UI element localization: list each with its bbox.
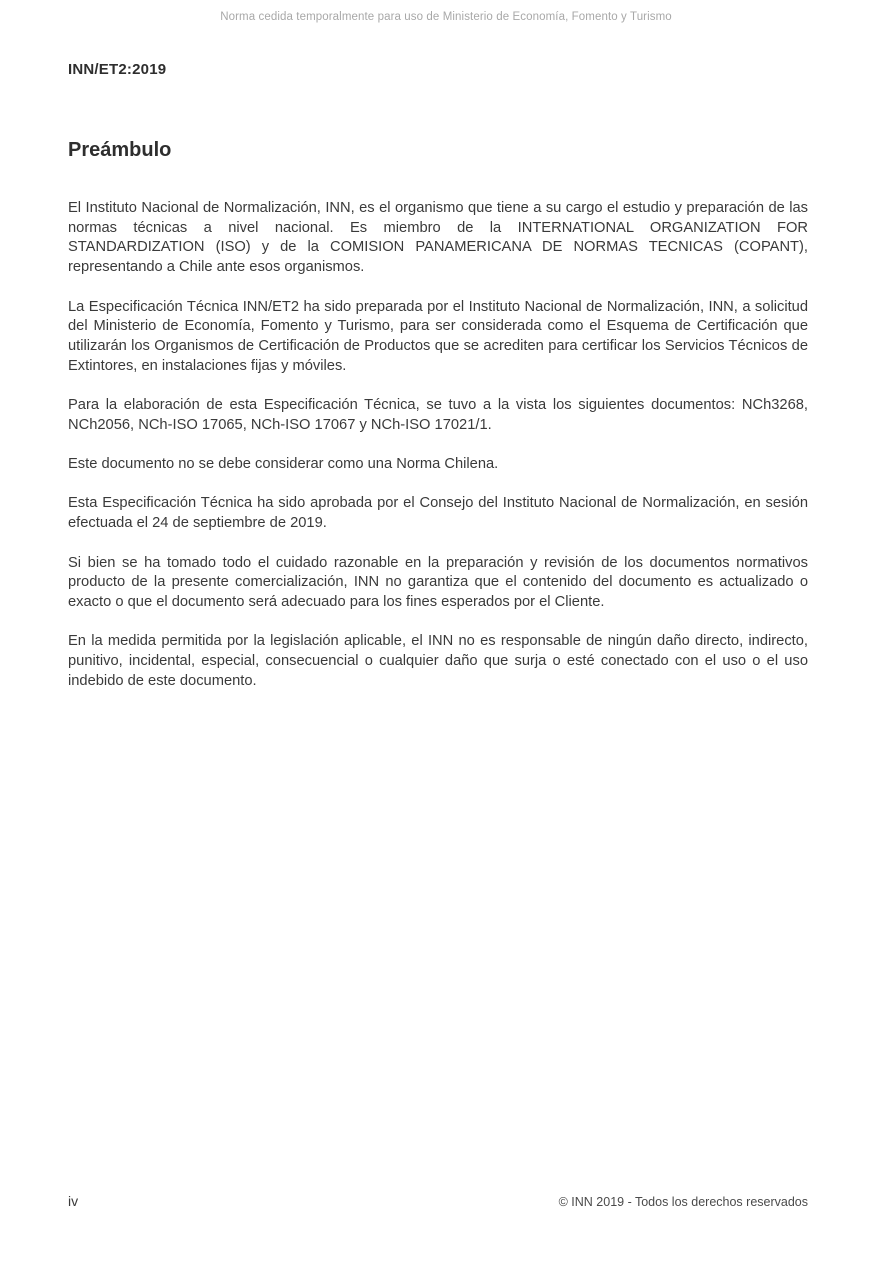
paragraph-1: El Instituto Nacional de Normalización, INN, es el organismo que tiene a su cargo el estudio y preparación de las normas técnicas a nivel nacional. Es miembro de la INTERNATIONAL ORGANIZATION FOR STANDARDIZATION (ISO) y de la COMISION PANAMERICANA DE NORMAS TECNICAS (COPANT), representando a Chile ante esos organismos. bbox=[68, 200, 808, 276]
copyright-notice: © INN 2019 - Todos los derechos reservados bbox=[558, 1195, 808, 1209]
paragraph-5: Esta Especificación Técnica ha sido aprobada por el Consejo del Instituto Nacional de Normalización, en sesión efectuada el 24 de septiembre de 2019. bbox=[68, 495, 808, 532]
paragraph-6: Si bien se ha tomado todo el cuidado razonable en la preparación y revisión de los documentos normativos producto de la presente comercialización, INN no garantiza que el contenido del documento es actualizado o exacto o que el documento será adecuado para los fines esperados por el Cliente. bbox=[68, 554, 808, 610]
paragraph-2: La Especificación Técnica INN/ET2 ha sido preparada por el Instituto Nacional de Normalización, INN, a solicitud del Ministerio de Economía, Fomento y Turismo, para ser considerada como el Esquema de Certificación que utilizarán los Organismos de Certificación de Productos que se acrediten para certificar los Servicios Técnicos de Extintores, en instalaciones fijas y móviles. bbox=[68, 298, 808, 374]
temporary-license-watermark: Norma cedida temporalmente para uso de Ministerio de Economía, Fomento y Turismo bbox=[220, 11, 672, 23]
page-footer bbox=[68, 1193, 808, 1209]
paragraph-4: Este documento no se debe considerar como una Norma Chilena. bbox=[68, 456, 499, 473]
section-title: Preámbulo bbox=[68, 139, 172, 161]
document-code: INN/ET2:2019 bbox=[68, 61, 167, 78]
paragraph-3: Para la elaboración de esta Especificación Técnica, se tuvo a la vista los siguientes documentos: NCh3268, NCh2056, NCh-ISO 17065, NCh-ISO 17067 y NCh-ISO 17021/1. bbox=[68, 397, 808, 433]
page-number: iv bbox=[68, 1193, 79, 1209]
document-body bbox=[68, 199, 808, 711]
paragraph-7: En la medida permitida por la legislación aplicable, el INN no es responsable de ningún daño directo, indirecto, punitivo, incidental, especial, consecuencial o cualquier daño que surja o esté conectado con el uso o el uso indebido de este documento. bbox=[68, 633, 808, 689]
